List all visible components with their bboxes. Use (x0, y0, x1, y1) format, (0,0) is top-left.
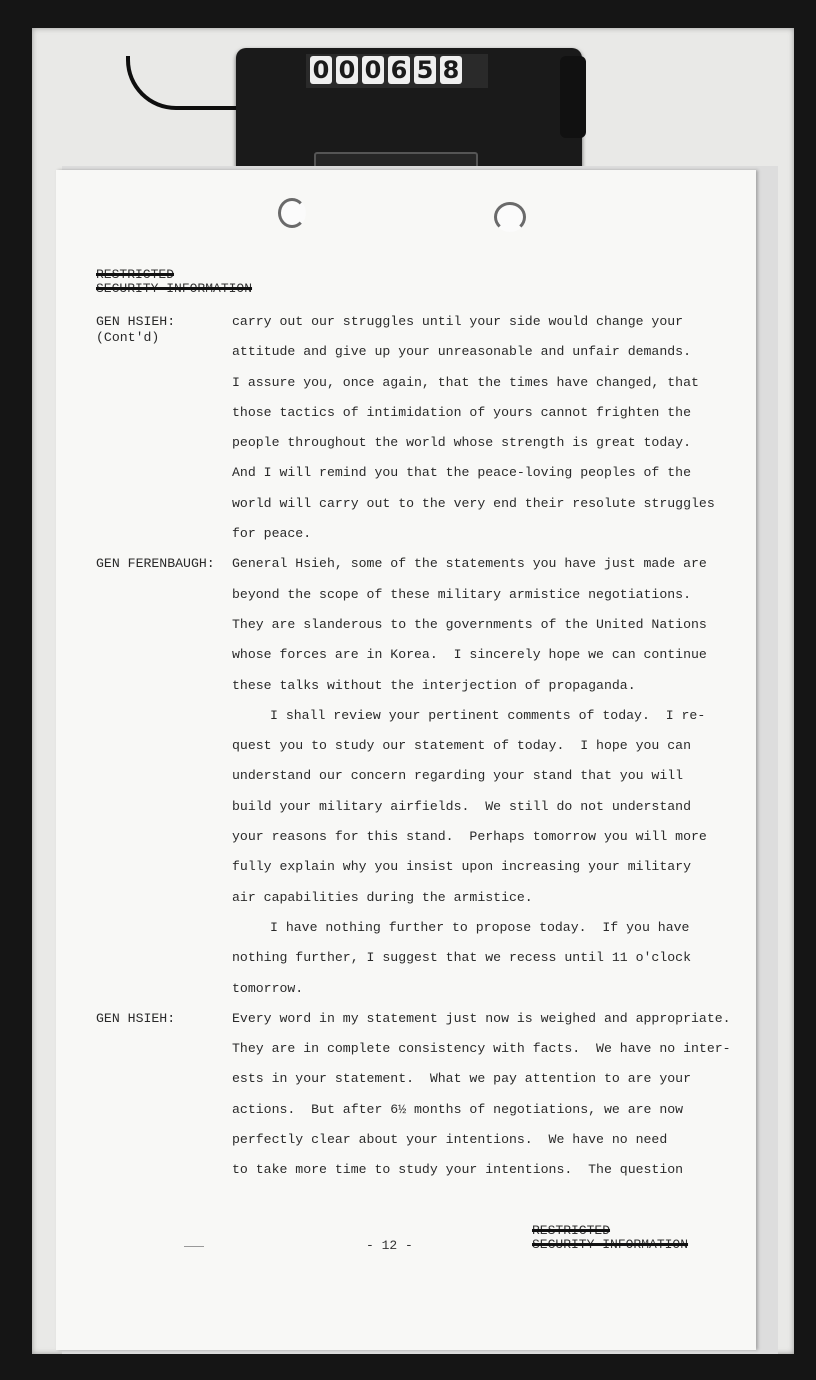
speaker-label: GEN FERENBAUGH: (96, 556, 215, 572)
counter-digit: 0 (336, 56, 358, 84)
text-line: I shall review your pertinent comments of today. I re- (270, 707, 706, 723)
counter-knob (560, 56, 586, 138)
stamp-line: RESTRICTED (96, 267, 175, 282)
text-line: attitude and give up your unreasonable and unfair demands. (232, 344, 691, 360)
speech-text (232, 552, 746, 1006)
text-line: I assure you, once again, that the times have changed, that (232, 374, 699, 390)
speaker-block (96, 552, 746, 1006)
text-line: perfectly clear about your intentions. We have no need (232, 1132, 668, 1148)
text-line: your reasons for this stand. Perhaps tomorrow you will more (232, 829, 707, 845)
counter-digit: 8 (440, 56, 462, 84)
text-line: And I will remind you that the peace-loving peoples of the (232, 465, 691, 481)
text-line: for peace. (232, 526, 312, 542)
text-line: quest you to study our statement of today. I hope you can (232, 738, 691, 754)
speech-text (232, 1007, 746, 1189)
page-number: - 12 - (366, 1238, 413, 1253)
speaker-label: GEN HSIEH: (96, 1010, 176, 1026)
counter-digit: 5 (414, 56, 436, 84)
speaker-block (96, 310, 746, 552)
text-line: those tactics of intimidation of yours cannot frighten the (232, 404, 691, 420)
text-line: I have nothing further to propose today. If you have (270, 919, 690, 935)
counter-digit: 0 (310, 56, 332, 84)
text-line: Every word in my statement just now is weighed and appropriate. (232, 1010, 731, 1026)
punch-hole-left (278, 198, 306, 228)
text-line: nothing further, I suggest that we recess until 11 o'clock (232, 950, 691, 966)
document-page (56, 170, 756, 1350)
speaker-block (96, 1007, 746, 1189)
text-line: whose forces are in Korea. I sincerely hope we can continue (232, 647, 707, 663)
text-line: understand our concern regarding your stand that you will (232, 768, 684, 784)
counter-digit: 6 (388, 56, 410, 84)
text-line: world will carry out to the very end their resolute struggles (232, 495, 715, 511)
counter-digit: 0 (362, 56, 384, 84)
classification-stamp-bottom (532, 1224, 688, 1252)
text-line: General Hsieh, some of the statements you have just made are (232, 556, 707, 572)
text-line: actions. But after 6½ months of negotiations, we are now (232, 1101, 684, 1117)
speaker-label: GEN HSIEH: (Cont'd) (96, 314, 176, 345)
text-line: build your military airfields. We still do not understand (232, 798, 691, 814)
text-line: these talks without the interjection of propaganda. (232, 677, 636, 693)
text-line: ests in your statement. What we pay attention to are your (232, 1071, 691, 1087)
text-line: They are in complete consistency with facts. We have no inter- (232, 1041, 731, 1057)
stamp-line: RESTRICTED (532, 1223, 611, 1238)
classification-stamp-top (96, 268, 252, 296)
stamp-line: SECURITY INFORMATION (532, 1237, 689, 1252)
text-line: tomorrow. (232, 980, 304, 996)
transcript-body (96, 310, 746, 1189)
punch-hole-right (494, 202, 526, 232)
text-line: beyond the scope of these military armistice negotiations. (232, 586, 691, 602)
text-line: to take more time to study your intentions. The question (232, 1162, 684, 1178)
text-line: air capabilities during the armistice. (232, 889, 533, 905)
counter-window (306, 54, 488, 88)
text-line: fully explain why you insist upon increasing your military (232, 859, 691, 875)
speech-text (232, 310, 746, 552)
text-line: carry out our struggles until your side would change your (232, 314, 684, 329)
text-line: They are slanderous to the governments of the United Nations (232, 616, 707, 632)
stamp-line: SECURITY INFORMATION (96, 281, 253, 296)
margin-mark (184, 1246, 204, 1247)
text-line: people throughout the world whose strength is great today. (232, 435, 691, 451)
